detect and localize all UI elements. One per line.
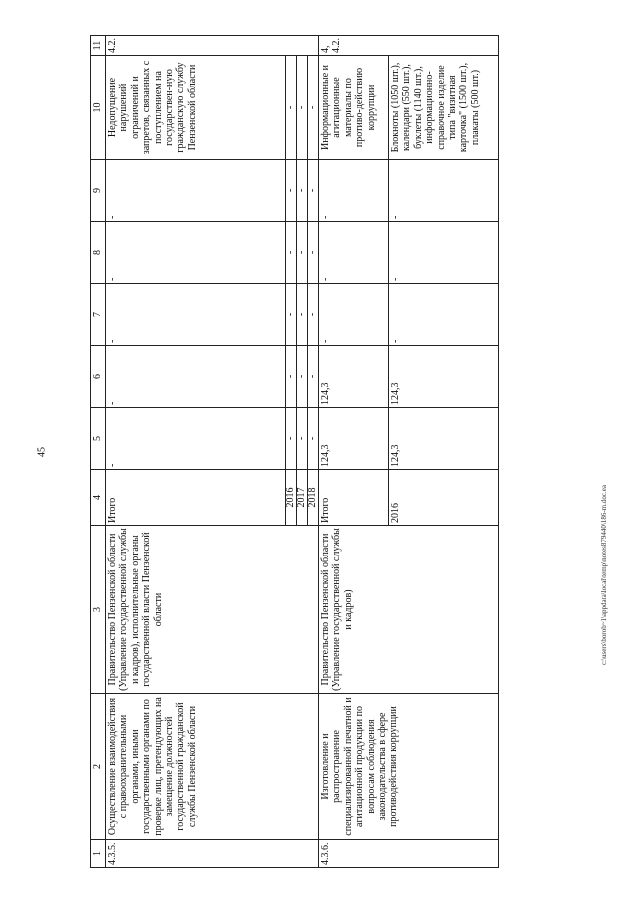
value-cell: -	[389, 160, 499, 222]
value-cell: -	[286, 222, 297, 284]
result-cell: Блокноты (1050 шт.), календари (550 шт.), буклеты (1140 шт.), информационно-справочное изделие типа "визитная карточка" (1500 шт.), плакаты (500 шт.)	[389, 56, 499, 160]
value-cell: -	[286, 56, 297, 160]
col-header: 4	[91, 470, 106, 526]
value-cell: 124,3	[319, 408, 389, 470]
col-header: 2	[91, 694, 106, 840]
value-cell: 124,3	[389, 408, 499, 470]
value-cell: -	[308, 408, 319, 470]
program-table	[90, 35, 499, 868]
value-cell: 124,3	[389, 346, 499, 408]
value-cell: -	[389, 284, 499, 346]
footer-path: c:\users\borob~1\appdata\local\temp\notes879440\186-m.doc.ea	[600, 485, 608, 665]
value-cell: -	[286, 284, 297, 346]
value-cell: -	[106, 284, 286, 346]
value-cell: -	[297, 346, 308, 408]
year-cell: 2016	[286, 470, 297, 526]
row-number: 4.3.6.	[319, 840, 499, 868]
value-cell: -	[308, 222, 319, 284]
value-cell: -	[297, 408, 308, 470]
table-row	[319, 36, 389, 868]
value-cell: -	[286, 346, 297, 408]
value-cell: -	[286, 408, 297, 470]
value-cell: -	[308, 56, 319, 160]
value-cell: -	[389, 222, 499, 284]
value-cell: -	[308, 346, 319, 408]
value-cell: -	[297, 160, 308, 222]
col-header: 9	[91, 160, 106, 222]
value-cell: -	[297, 222, 308, 284]
value-cell: -	[106, 408, 286, 470]
col-header: 5	[91, 408, 106, 470]
col-header: 6	[91, 346, 106, 408]
value-cell: -	[319, 222, 389, 284]
value-cell: -	[308, 284, 319, 346]
header-row	[91, 36, 106, 868]
value-cell: -	[297, 56, 308, 160]
value-cell: -	[319, 284, 389, 346]
result-cell: Недопущение нарушений ограничений и запретов, связанных с поступлением на государствен-ную гражданскую службу Пензенской области	[106, 56, 286, 160]
executor-cell: Правительство Пензенской области (Управление государственной службы и кадров)	[319, 526, 499, 694]
rotated-table-sheet	[90, 36, 600, 868]
year-cell: 2016	[389, 470, 499, 526]
value-cell: -	[297, 284, 308, 346]
value-cell: -	[308, 160, 319, 222]
activity-cell: Осуществление взаимодействия с правоохранительными органами, иными государственными органами по проверке лиц, претендующих на замещение должностей государственной гражданской службы Пензенской области	[106, 694, 319, 840]
ref-cell: 4.2.	[106, 36, 319, 56]
value-cell: -	[106, 346, 286, 408]
ref-cell: 4, 4.2.	[319, 36, 499, 56]
activity-cell: Изготовление и распространение специализированной печатной и агитационной продукции по вопросам соблюдения законодательства в сфере противодействия коррупции	[319, 694, 499, 840]
col-header: 1	[91, 840, 106, 868]
col-header: 10	[91, 56, 106, 160]
year-cell: 2018	[308, 470, 319, 526]
row-number: 4.3.5.	[106, 840, 319, 868]
year-cell: Итого	[106, 470, 286, 526]
page-number: 45	[36, 447, 48, 457]
table-row	[106, 36, 286, 868]
value-cell: -	[106, 160, 286, 222]
year-cell: 2017	[297, 470, 308, 526]
col-header: 7	[91, 284, 106, 346]
value-cell: -	[286, 160, 297, 222]
result-cell: Информационные и агитационные материалы по противо-действию коррупции	[319, 56, 389, 160]
executor-cell: Правительство Пензенской области (Управление государственной службы и кадров), исполнительные органы государственной власти Пензенской области	[106, 526, 319, 694]
col-header: 11	[91, 36, 106, 56]
col-header: 3	[91, 526, 106, 694]
year-cell: Итого	[319, 470, 389, 526]
value-cell: 124,3	[319, 346, 389, 408]
col-header: 8	[91, 222, 106, 284]
value-cell: -	[319, 160, 389, 222]
value-cell: -	[106, 222, 286, 284]
